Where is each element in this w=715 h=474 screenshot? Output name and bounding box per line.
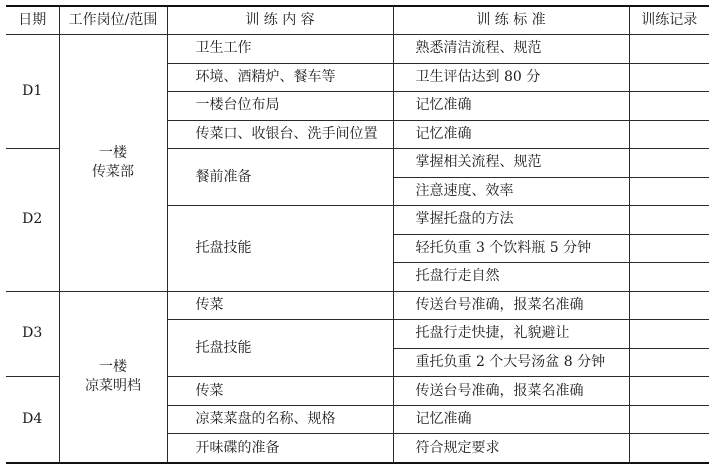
position-cell <box>59 35 167 292</box>
standard-cell: 传送台号准确，报菜名准确 <box>393 377 629 406</box>
record-cell[interactable] <box>629 177 709 206</box>
standard-cell: 记忆准确 <box>393 120 629 149</box>
header-row <box>6 6 709 35</box>
standard-cell: 托盘行走快捷，礼貌避让 <box>393 320 629 349</box>
day-cell: D1 <box>6 35 59 149</box>
standard-cell: 注意速度、效率 <box>393 177 629 206</box>
content-cell: 环境、酒精炉、餐车等 <box>167 63 393 92</box>
header-content: 训 练 内 容 <box>167 6 393 35</box>
training-table <box>6 5 709 464</box>
position-line: 一楼 <box>99 144 127 161</box>
content-cell: 托盘技能 <box>167 206 393 292</box>
record-cell[interactable] <box>629 63 709 92</box>
table-row <box>6 35 709 64</box>
content-cell: 凉菜菜盘的名称、规格 <box>167 405 393 434</box>
standard-cell: 记忆准确 <box>393 405 629 434</box>
record-cell[interactable] <box>629 263 709 292</box>
content-cell: 开味碟的准备 <box>167 434 393 463</box>
day-cell: D4 <box>6 377 59 463</box>
record-cell[interactable] <box>629 206 709 235</box>
position-line: 凉菜明档 <box>85 377 141 394</box>
standard-cell: 传送台号准确，报菜名准确 <box>393 291 629 320</box>
header-standard: 训 练 标 准 <box>393 6 629 35</box>
header-position: 工作岗位/范围 <box>59 6 167 35</box>
standard-cell: 托盘行走自然 <box>393 263 629 292</box>
standard-cell: 符合规定要求 <box>393 434 629 463</box>
standard-cell: 记忆准确 <box>393 92 629 121</box>
standard-cell: 掌握托盘的方法 <box>393 206 629 235</box>
record-cell[interactable] <box>629 348 709 377</box>
content-cell: 传菜 <box>167 377 393 406</box>
day-cell: D2 <box>6 149 59 292</box>
record-cell[interactable] <box>629 291 709 320</box>
standard-cell: 重托负重 2 个大号汤盆 8 分钟 <box>393 348 629 377</box>
header-date: 日期 <box>6 6 59 35</box>
standard-cell: 卫生评估达到 80 分 <box>393 63 629 92</box>
standard-cell: 轻托负重 3 个饮料瓶 5 分钟 <box>393 234 629 263</box>
position-cell <box>59 291 167 463</box>
standard-cell: 掌握相关流程、规范 <box>393 149 629 178</box>
content-cell: 传菜口、收银台、洗手间位置 <box>167 120 393 149</box>
record-cell[interactable] <box>629 35 709 64</box>
content-cell: 餐前准备 <box>167 149 393 206</box>
content-cell: 传菜 <box>167 291 393 320</box>
record-cell[interactable] <box>629 234 709 263</box>
record-cell[interactable] <box>629 120 709 149</box>
position-line: 一楼 <box>99 358 127 375</box>
content-cell: 一楼台位布局 <box>167 92 393 121</box>
record-cell[interactable] <box>629 377 709 406</box>
content-cell: 卫生工作 <box>167 35 393 64</box>
content-cell: 托盘技能 <box>167 320 393 377</box>
record-cell[interactable] <box>629 434 709 463</box>
position-line: 传菜部 <box>92 163 134 180</box>
record-cell[interactable] <box>629 405 709 434</box>
record-cell[interactable] <box>629 320 709 349</box>
record-cell[interactable] <box>629 149 709 178</box>
record-cell[interactable] <box>629 92 709 121</box>
day-cell: D3 <box>6 291 59 377</box>
standard-cell: 熟悉清洁流程、规范 <box>393 35 629 64</box>
table-row <box>6 291 709 320</box>
header-record: 训练记录 <box>629 6 709 35</box>
